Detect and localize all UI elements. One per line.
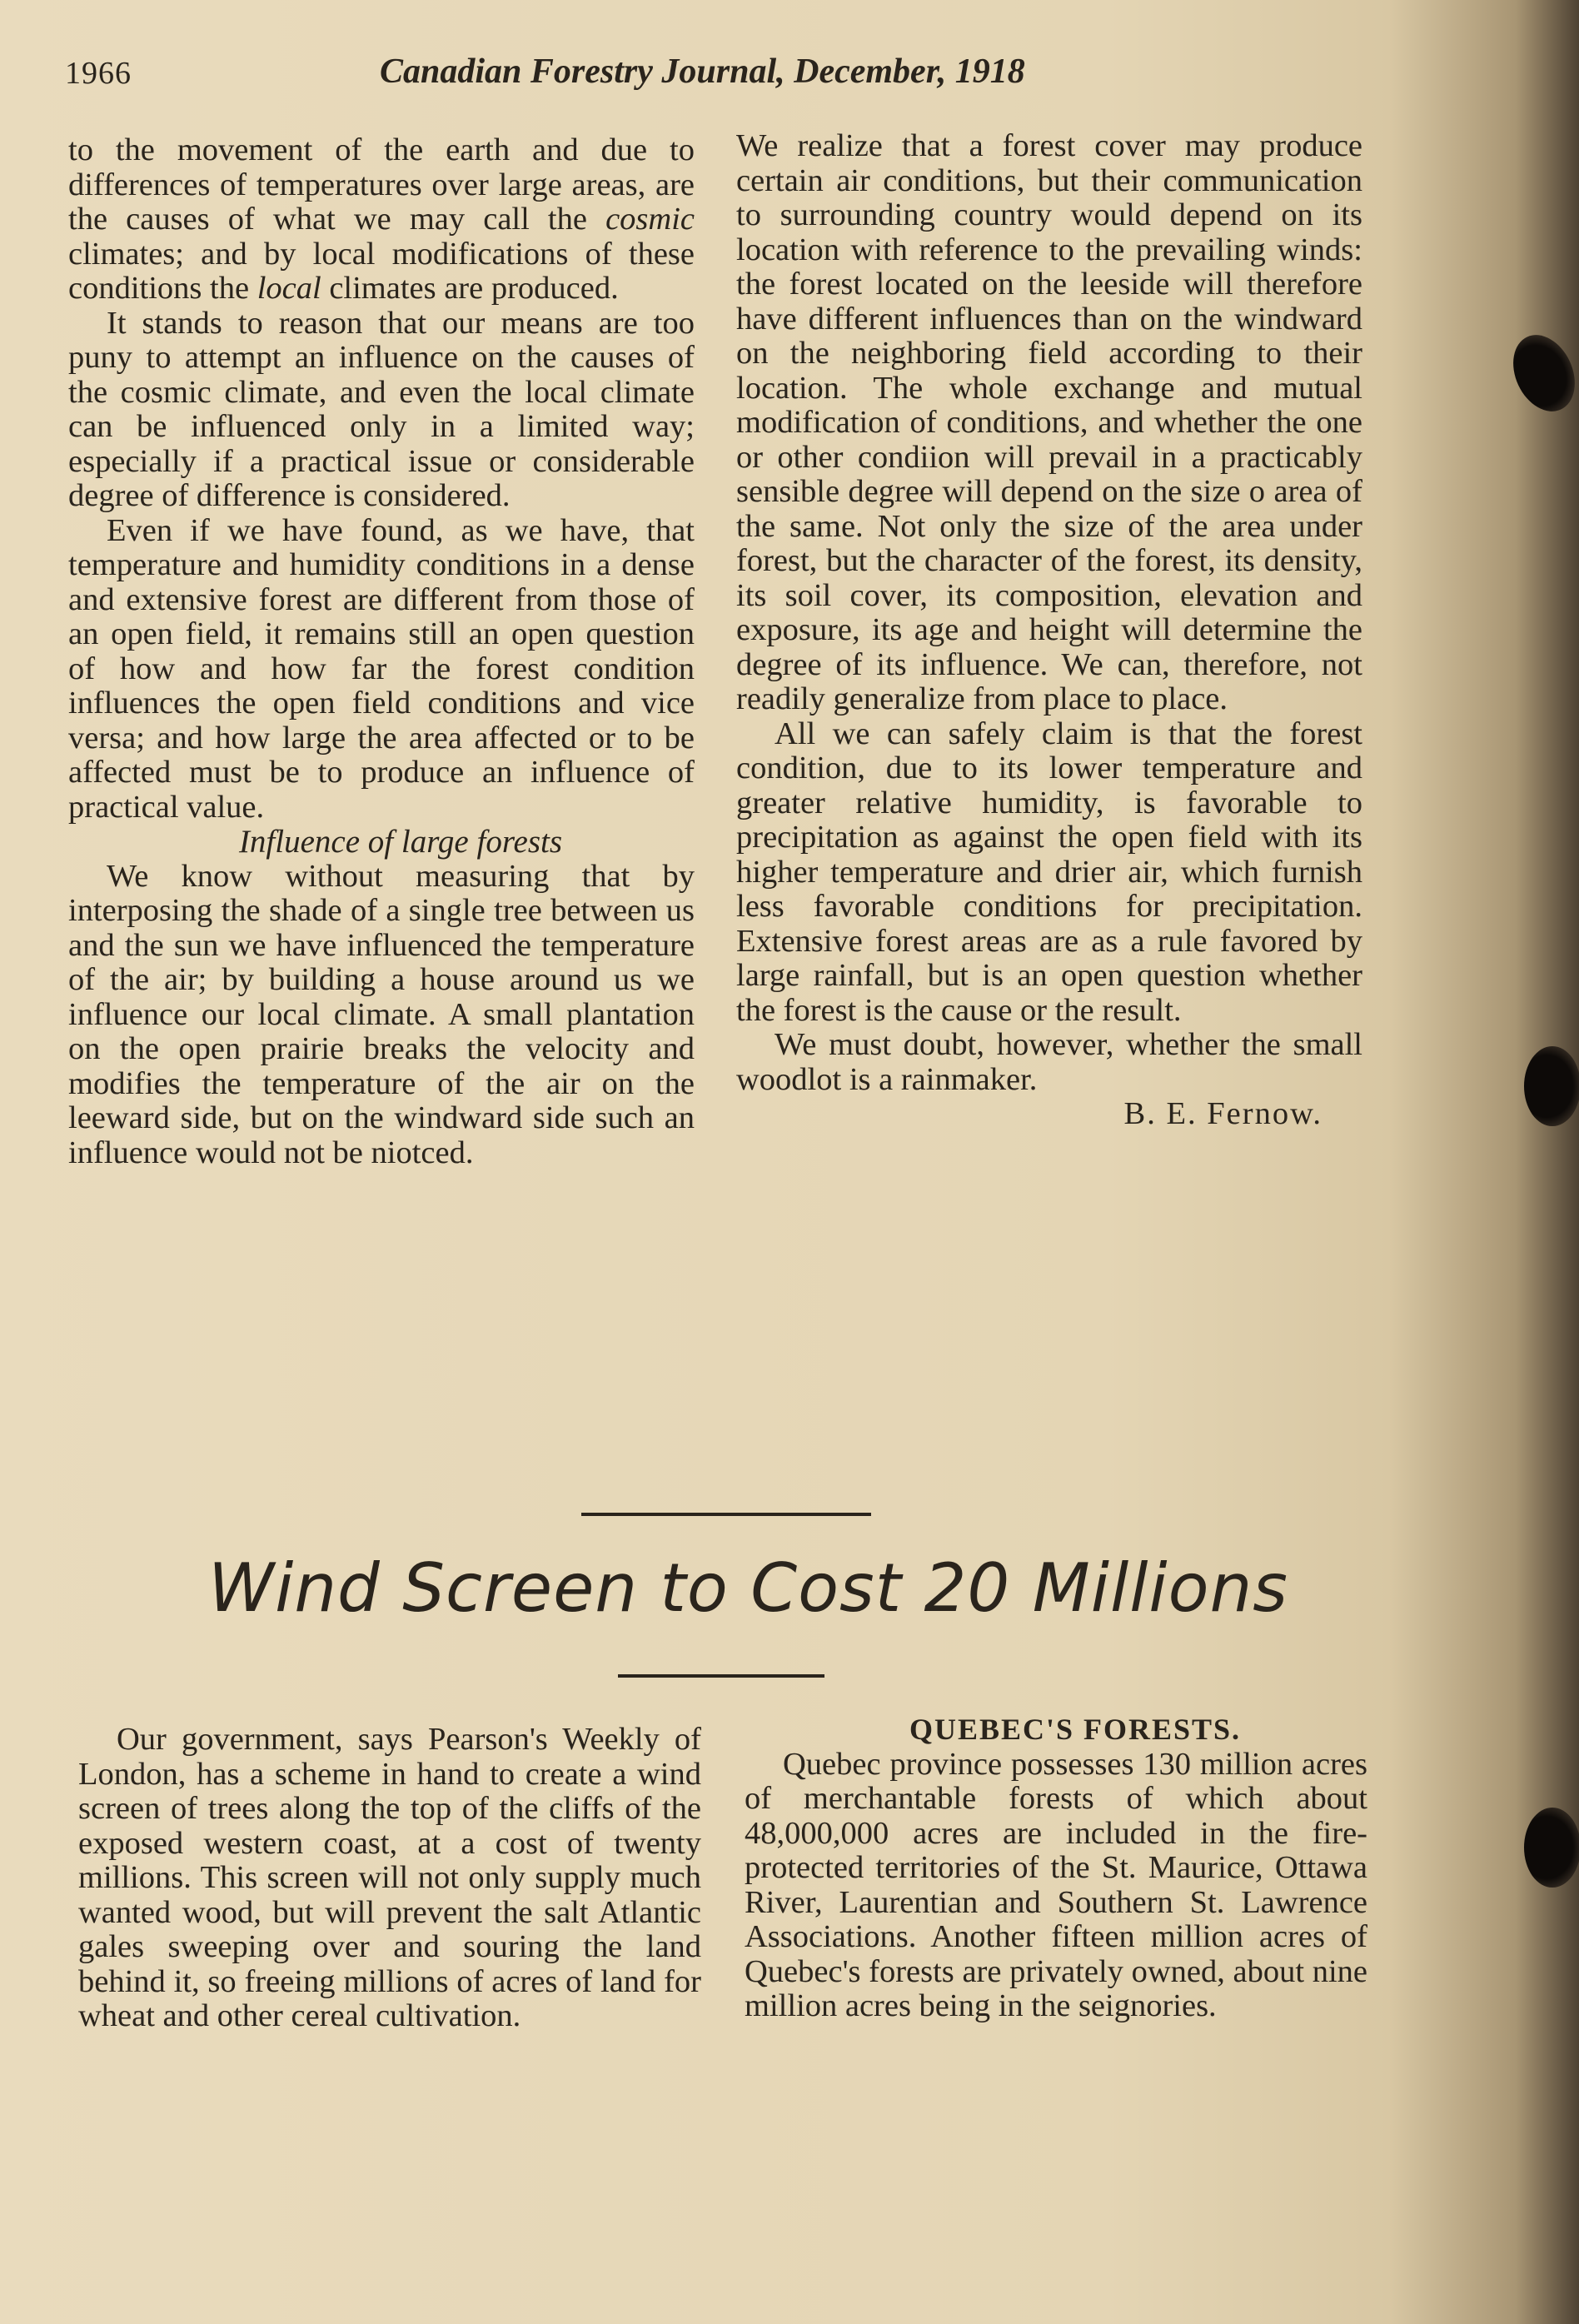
binding-hole — [1524, 1046, 1579, 1126]
article1-paragraph-2: It stands to reason that our means are too puny to attempt an influence on the causes of the cosmic climate, and even the local climate can be influenced only in a limited way; especially if a practical issue or considerable degree of difference is considered. — [68, 305, 695, 513]
subheading-influence-of-large-forests: Influence of large forests — [238, 824, 563, 860]
article1-paragraph-1 — [68, 133, 695, 307]
article1-paragraph-5: We realize that a forest cover may produce certain air conditions, but their communication to surrounding country would depend on its location with reference to the prevailing winds: the forest located on the leeside will therefore have different influences than on the windward on the neighboring field according to their location. The whole exchange and mutual modification of conditions, and whether the one or other condiion will prevail in a practicably sensible degree will depend on the size o area of the same. Not only the size of the area under forest, but the character of the forest, its density, its soil cover, its composition, elevation and exposure, its age and height will determine the degree of its influence. We can, therefore, not readily generalize from place to place. — [736, 128, 1362, 716]
binding-hole — [1502, 325, 1579, 421]
article1-paragraph-6: All we can safely claim is that the forest condition, due to its lower temperature and greater relative humidity, is favorable to precipitation as against the open field with its higher temperature and drier air, which furnish less favorable conditions for precipitation. Extensive forest areas are as a rule favored by large rainfall, but is an open question whether the forest is the cause or the result. — [736, 716, 1362, 1028]
article1-right-column — [736, 129, 1362, 1132]
article1-paragraph-3: Even if we have found, as we have, that temperature and humidity conditions in a dense and extensive forest are different from those of an open field, it remains still an open question of how and how far the forest condition influences the open field conditions and vice versa; and how large the area affected or to be affected must be to produce an influence of practical value. — [68, 512, 695, 825]
article1-left-column — [68, 133, 695, 1170]
article-title: Wind Screen to Cost 20 Millions — [208, 1549, 1288, 1627]
divider-rule-top — [581, 1513, 871, 1516]
binding-hole — [1524, 1808, 1579, 1888]
page-number: 1966 — [65, 56, 132, 91]
article2-right-column — [745, 1713, 1367, 2024]
emphasis-local: local — [257, 271, 321, 306]
author-signature: B. E. Fernow. — [1123, 1096, 1322, 1131]
section-heading-quebec-forests: QUEBEC'S FORESTS. — [909, 1713, 1242, 1746]
divider-rule-bottom — [618, 1674, 824, 1678]
page-header — [65, 52, 1131, 102]
article2-left-column — [78, 1723, 701, 2034]
text-run: climates; and by local modifications of these conditions the — [68, 236, 695, 306]
wind-screen-paragraph: Our government, says Pearson's Weekly of London, has a scheme in hand to create a wind screen of trees along the top of the cliffs of the exposed western coast, at a cost of twenty millions. This screen will not only supply much wanted wood, but will prevent the salt Atlantic gales sweeping over and souring the land behind it, so freeing millions of acres of land for wheat and other cereal cultivation. — [78, 1722, 701, 2033]
text-run: to the movement of the earth and due to differences of temperatures over large areas, are the causes of what we may call the — [68, 132, 695, 237]
emphasis-cosmic: cosmic — [605, 202, 695, 237]
quebec-forests-paragraph: Quebec province possesses 130 million acres of merchantable forests of which about 48,000,000 acres are included in the fire-protected territories of the St. Maurice, Ottawa River, Laurentian and Southern St. Lawrence Associations. Another fifteen million acres of Quebec's forests are privately owned, about nine million acres being in the seignories. — [745, 1746, 1367, 2023]
article1-paragraph-7: We must doubt, however, whether the small woodlot is a rainmaker. — [736, 1027, 1362, 1097]
text-run: climates are produced. — [321, 271, 619, 306]
running-head: Canadian Forestry Journal, December, 1918 — [380, 52, 1025, 91]
article1-paragraph-4: We know without measuring that by interposing the shade of a single tree between us and the sun we have influenced the temperature of the air; by building a house around us we influence our local climate. A small plantation on the open prairie breaks the velocity and modifies the temperature of the air on the leeward side, but on the windward side such an influence would not be niotced. — [68, 858, 695, 1170]
